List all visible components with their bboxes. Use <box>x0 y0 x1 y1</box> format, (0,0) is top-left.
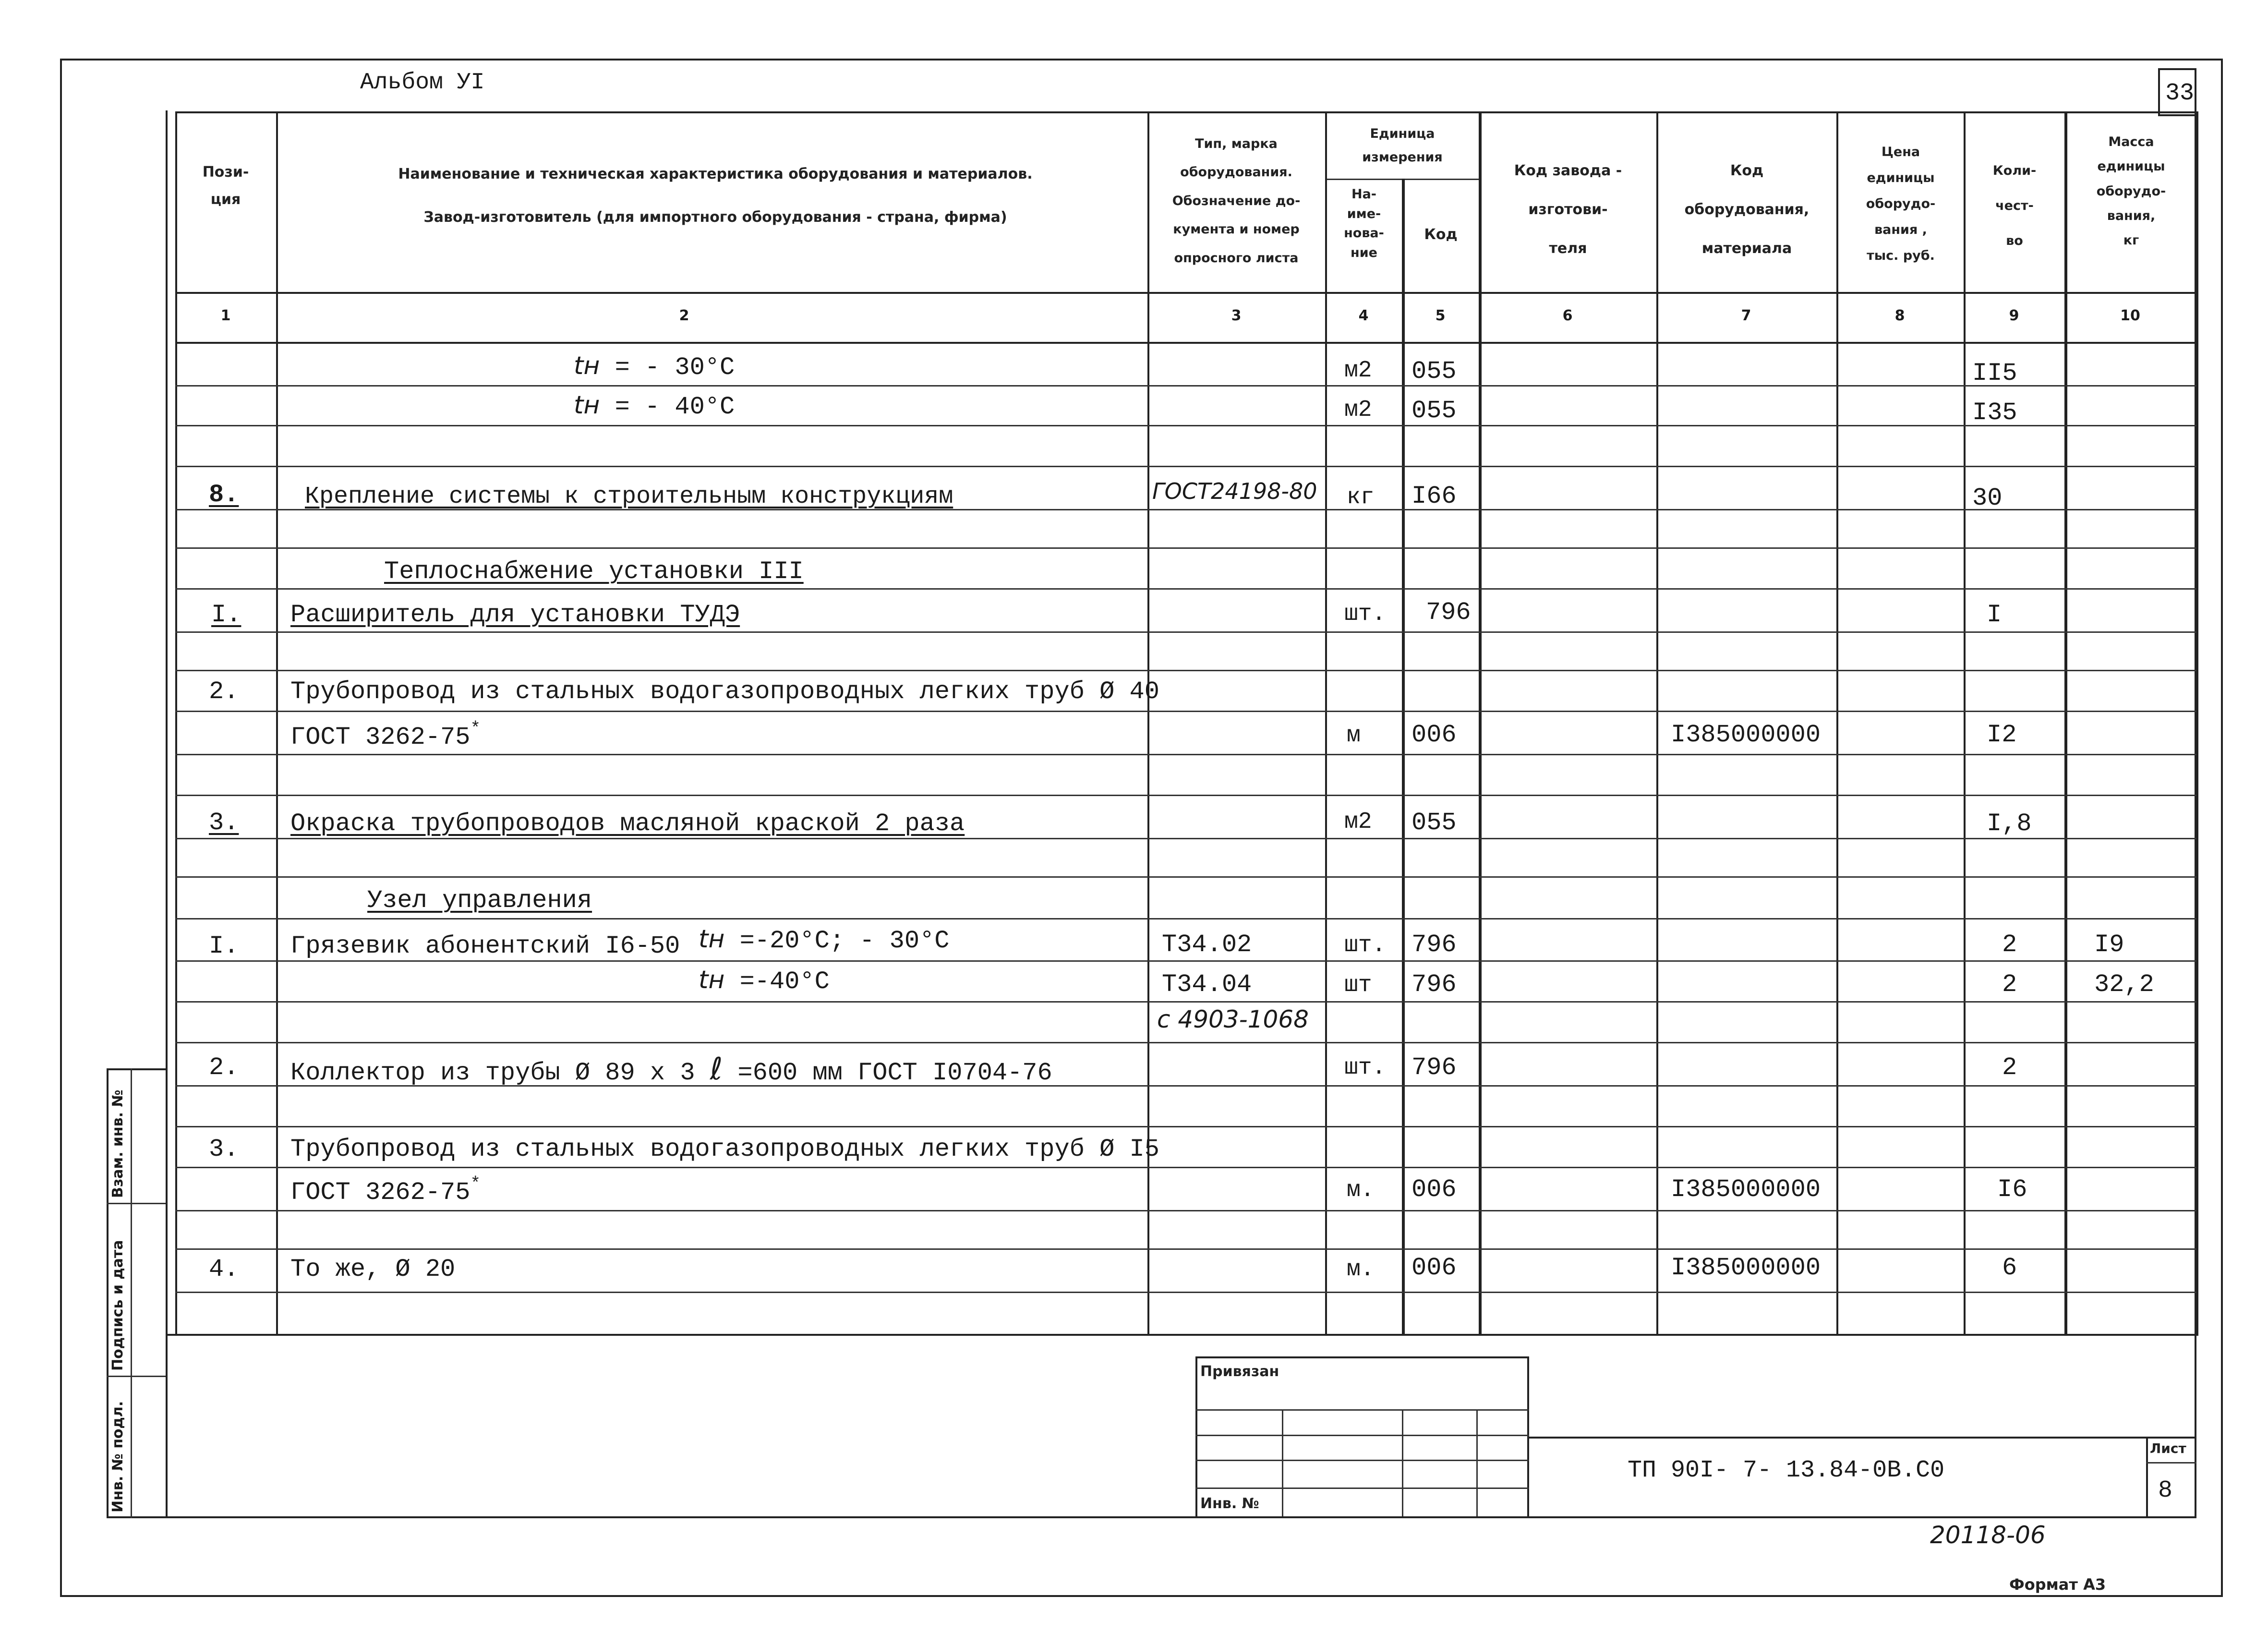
code-055: 055 <box>1411 357 1457 386</box>
row-line <box>175 918 2196 919</box>
row-line <box>175 588 2196 590</box>
header-unit-name: На- име- нова- ние <box>1344 187 1384 260</box>
header-name: Наименование и техническая характеристика оборудования и материалов. Завод-изготовитель (для импортного оборудования - страна, фирма) <box>398 166 1033 226</box>
header-material-code: Код оборудования, материала <box>1684 162 1810 257</box>
stamp-privyazan: Привязан <box>1200 1363 1279 1380</box>
qty-135: I35 <box>1972 399 2017 427</box>
row-line <box>175 1042 2196 1043</box>
unit-sht-nodot: шт <box>1344 972 1372 998</box>
name-painting: Окраска трубопроводов масляной краской 2 раза <box>290 810 965 838</box>
row-temp-40 <box>574 393 735 420</box>
cond-temp-40: tн =-40°C <box>699 966 830 996</box>
row-line <box>175 670 2196 671</box>
doc-t34-02: Т34.02 <box>1162 931 1252 959</box>
code-796: 796 <box>1411 970 1457 999</box>
header-position: Пози- ция <box>202 164 249 208</box>
header-unit: Единица измерения <box>1362 126 1443 165</box>
sheet-box-divider <box>2146 1462 2196 1464</box>
code-055: 055 <box>1411 809 1457 837</box>
col-num-6: 6 <box>1562 307 1573 324</box>
row-line <box>175 960 2196 962</box>
code-055: 055 <box>1411 397 1457 425</box>
side-label-vzam: Взам. инв. № <box>109 1089 126 1198</box>
cond-temp-20-30: tн =-20°C; - 30°C <box>699 925 950 955</box>
position-1: I. <box>211 601 241 629</box>
unit-m2: м2 <box>1344 397 1372 423</box>
unit-m-dot: м. <box>1347 1257 1375 1282</box>
code-796: 796 <box>1426 598 1471 627</box>
unit-m: м <box>1347 723 1361 749</box>
qty-16: I6 <box>1997 1175 2027 1204</box>
sheet-box-left <box>2146 1437 2148 1516</box>
position-4: 4. <box>209 1255 239 1283</box>
qty-30: 30 <box>1972 484 2003 512</box>
row-line <box>175 838 2196 839</box>
col-num-3: 3 <box>1231 307 1242 324</box>
qty-115: II5 <box>1972 359 2017 387</box>
row-line <box>175 1292 2196 1293</box>
table-right-border <box>2196 111 2198 1336</box>
row-line <box>175 631 2196 633</box>
col-num-1: 1 <box>220 307 231 324</box>
side-stamp-line <box>107 1203 166 1204</box>
col-line-9 <box>2064 111 2067 1336</box>
temp-value: = - 30 <box>600 353 705 382</box>
table-bottom-border <box>166 1334 2196 1336</box>
col-line-6 <box>1656 111 1658 1336</box>
header-quantity: Коли- чест- во <box>1992 163 2037 248</box>
row-line <box>175 1001 2196 1003</box>
code-166: I66 <box>1411 482 1457 510</box>
doc-gost-24198: ГОСТ24198-80 <box>1152 478 1317 504</box>
qty-1: I <box>1987 601 2002 629</box>
table-top-border <box>175 111 2196 113</box>
col-line-3 <box>1325 111 1327 1336</box>
name-fastening: Крепление системы к строительным конструкциям <box>305 483 953 510</box>
material-code: I385000000 <box>1671 1254 1821 1282</box>
temp-symbol: tн <box>574 351 600 380</box>
gost-3262: ГОСТ 3262-75* <box>290 719 481 751</box>
side-label-inv-podl: Инв. № подл. <box>109 1401 126 1512</box>
col-line-5 <box>1479 111 1482 1336</box>
position-2: 2. <box>209 677 239 706</box>
code-006: 006 <box>1411 721 1457 749</box>
code-796: 796 <box>1411 931 1457 959</box>
side-stamp-line <box>107 1376 166 1377</box>
stamp-line <box>1195 1409 1529 1411</box>
qty-1-8: I,8 <box>1987 810 2032 838</box>
position-2b: 2. <box>209 1053 239 1082</box>
qty-12: I2 <box>1987 721 2017 749</box>
col-num-10: 10 <box>2120 307 2140 324</box>
mass-32-2: 32,2 <box>2094 970 2154 999</box>
stamp-vline <box>1282 1409 1283 1516</box>
col-line-7 <box>1836 111 1838 1336</box>
doc-t34-04: Т34.04 <box>1162 970 1252 999</box>
row-line <box>175 1210 2196 1211</box>
position-3b: 3. <box>209 1135 239 1163</box>
col-line-1 <box>276 111 278 1336</box>
row-line <box>175 1167 2196 1168</box>
name-collector: Коллектор из трубы Ø 89 х 3 ℓ =600 мм ГОСТ I0704-76 <box>290 1052 1052 1087</box>
mass-19: I9 <box>2094 931 2124 959</box>
col-line-8 <box>1964 111 1966 1336</box>
material-code: I385000000 <box>1671 1175 1821 1204</box>
header-bottom-border <box>175 292 2196 294</box>
position-8: 8. <box>209 481 239 509</box>
header-mass: Масса единицы оборудо- вания, кг <box>2096 134 2166 248</box>
unit-sht: шт. <box>1344 601 1386 627</box>
inner-frame-left <box>166 110 168 1518</box>
title-block-top <box>1529 1437 2196 1439</box>
unit-kg: кг <box>1347 484 1375 510</box>
document-code: ТП 90I- 7- 13.84-0В.С0 <box>1628 1457 1945 1484</box>
unit-m2: м2 <box>1344 809 1372 835</box>
row-line <box>175 876 2196 878</box>
material-code: I385000000 <box>1671 721 1821 749</box>
temp-unit: °C <box>704 353 735 382</box>
side-label-podpis: Подпись и дата <box>109 1240 126 1371</box>
sheet-number: 8 <box>2158 1477 2173 1504</box>
section-control-unit: Узел управления <box>367 886 592 915</box>
header-factory-code: Код завода - изготови- теля <box>1514 162 1622 257</box>
temp-unit: °C <box>704 393 735 421</box>
col-num-2: 2 <box>679 307 689 324</box>
row-line <box>175 754 2196 755</box>
row-line <box>175 425 2196 426</box>
position-1b: I. <box>209 932 239 960</box>
unit-m-dot: м. <box>1347 1177 1375 1203</box>
code-006: 006 <box>1411 1254 1457 1282</box>
name-expander: Расширитель для установки ТУДЭ <box>290 601 740 629</box>
qty-2: 2 <box>2002 1053 2017 1082</box>
sheet-label: Лист <box>2150 1440 2186 1456</box>
inner-frame-bottom <box>166 1516 2196 1518</box>
name-mud-trap: Грязевик абонентский I6-50 <box>290 932 680 960</box>
row-line <box>175 1248 2196 1250</box>
name-pipeline-15: Трубопровод из стальных водогазопроводных легких труб Ø I5 <box>290 1135 1159 1163</box>
header-unit-code: Код <box>1424 226 1458 243</box>
header-price: Цена единицы оборудо- вания , тыс. руб. <box>1866 145 1936 263</box>
col-num-9: 9 <box>2009 307 2019 324</box>
name-same-20: То же, Ø 20 <box>290 1255 456 1283</box>
col-num-8: 8 <box>1894 307 1905 324</box>
position-3: 3. <box>209 809 239 837</box>
stamp-line <box>1195 1488 1529 1489</box>
page-number: 33 <box>2165 80 2195 107</box>
row-line <box>175 385 2196 387</box>
row-line <box>175 795 2196 796</box>
header-type: Тип, марка оборудования. Обозначение до- кумента и номер опросного листа <box>1172 136 1301 266</box>
qty-2: 2 <box>2002 970 2017 999</box>
temp-value: = - 40 <box>600 393 705 421</box>
unit-sht: шт. <box>1344 1055 1386 1081</box>
unit-m2: м2 <box>1344 358 1372 384</box>
gost-3262b: ГОСТ 3262-75* <box>290 1174 481 1207</box>
qty-2: 2 <box>2002 931 2017 959</box>
row-line <box>175 1126 2196 1127</box>
row-line <box>175 547 2196 549</box>
row-line <box>175 711 2196 712</box>
col-num-5: 5 <box>1435 307 1446 324</box>
col-line-4 <box>1402 179 1405 1336</box>
row-temp-30 <box>574 353 735 380</box>
side-stamp-divider <box>131 1068 132 1518</box>
handwritten-number: 20118-06 <box>1930 1521 2046 1549</box>
stamp-vline <box>1402 1409 1403 1516</box>
temp-symbol: tн <box>574 391 600 420</box>
number-row-bottom <box>175 342 2196 344</box>
stamp-vline <box>1476 1409 1478 1516</box>
section-heat-supply: Теплоснабжение установки III <box>384 557 804 586</box>
code-796: 796 <box>1411 1053 1457 1082</box>
qty-6: 6 <box>2002 1254 2017 1282</box>
row-line <box>175 466 2196 467</box>
table-left-border <box>175 111 177 1336</box>
code-006: 006 <box>1411 1175 1457 1204</box>
stamp-inv-no: Инв. № <box>1200 1495 1259 1512</box>
album-title: Альбом УI <box>360 70 485 96</box>
col-num-7: 7 <box>1741 307 1751 324</box>
doc-c4903-1068: с 4903-1068 <box>1157 1005 1309 1033</box>
stamp-line <box>1195 1435 1529 1436</box>
col-num-4: 4 <box>1358 307 1369 324</box>
name-pipeline-40: Трубопровод из стальных водогазопроводных легких труб Ø 40 <box>290 677 1159 706</box>
stamp-line <box>1195 1460 1529 1461</box>
unit-sht: шт. <box>1344 932 1386 958</box>
format-label: Формат А3 <box>2009 1575 2106 1594</box>
